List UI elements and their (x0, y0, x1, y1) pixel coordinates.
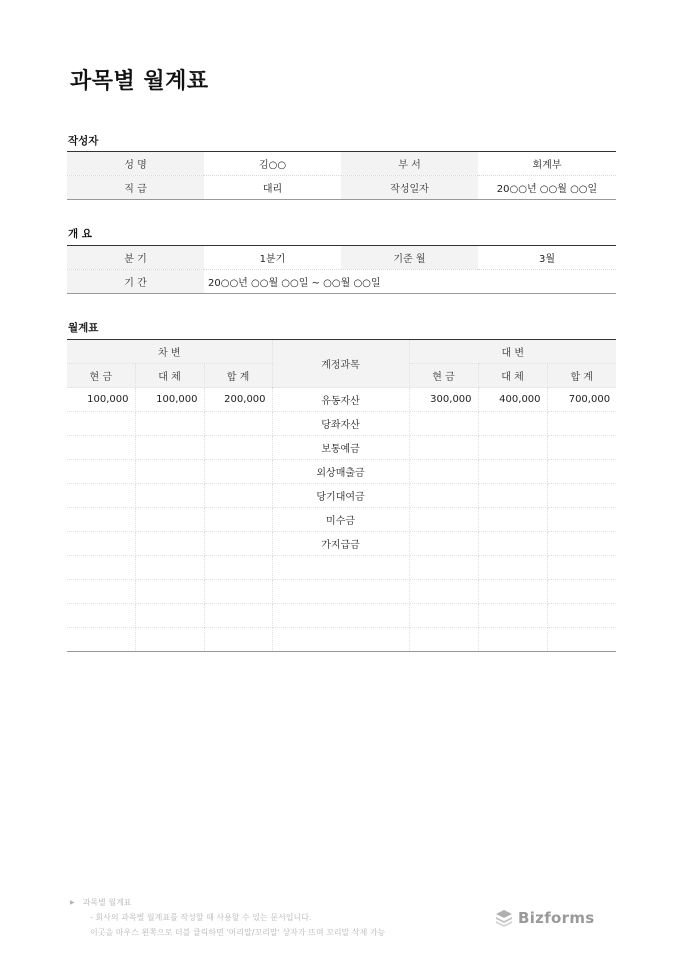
table-row (67, 388, 616, 412)
debit-cash-cell[interactable] (67, 580, 135, 604)
credit-total-cell[interactable] (547, 604, 616, 628)
base-month-label: 기준 월 (341, 246, 478, 270)
credit-transfer-cell[interactable] (478, 484, 547, 508)
ledger-section-label: 월계표 (68, 322, 99, 334)
account-cell[interactable] (272, 628, 409, 652)
quarter-value[interactable]: 1분기 (204, 246, 341, 270)
credit-transfer-cell[interactable] (478, 508, 547, 532)
brand-name: Bizforms (518, 909, 595, 927)
rank-value[interactable]: 대리 (204, 176, 341, 200)
debit-transfer-cell[interactable] (135, 604, 204, 628)
credit-cash-cell[interactable] (409, 484, 478, 508)
account-cell[interactable] (272, 580, 409, 604)
brand-logo (495, 909, 595, 927)
debit-cash-cell[interactable] (67, 484, 135, 508)
debit-total-cell[interactable] (204, 580, 272, 604)
author-row-name (67, 152, 616, 176)
credit-header: 대 변 (409, 340, 616, 364)
credit-total-cell[interactable] (547, 460, 616, 484)
credit-total-cell[interactable] (547, 556, 616, 580)
credit-cash-cell[interactable] (409, 628, 478, 652)
account-header: 계정과목 (272, 340, 409, 388)
debit-cash-header: 현 금 (67, 364, 135, 388)
footer-notes (70, 895, 385, 940)
author-section-label: 작성자 (68, 135, 99, 147)
department-label: 부 서 (341, 152, 478, 176)
credit-cash-cell[interactable] (409, 604, 478, 628)
debit-transfer-cell[interactable] (135, 412, 204, 436)
account-cell[interactable]: 당좌자산 (272, 412, 409, 436)
credit-total-cell[interactable] (547, 532, 616, 556)
table-row (67, 556, 616, 580)
name-value[interactable]: 김○○ (204, 152, 341, 176)
credit-total-cell[interactable] (547, 484, 616, 508)
author-row-rank (67, 176, 616, 200)
table-row (67, 604, 616, 628)
footer-heading: 과목별 월계표 (82, 898, 132, 907)
credit-total-cell[interactable] (547, 580, 616, 604)
date-value[interactable]: 20○○년 ○○월 ○○일 (478, 176, 616, 200)
period-value[interactable]: 20○○년 ○○월 ○○일 ~ ○○월 ○○일 (204, 270, 616, 294)
credit-transfer-cell[interactable] (478, 556, 547, 580)
overview-section-label: 개 요 (68, 228, 92, 240)
document-title: 과목별 월계표 (70, 69, 209, 94)
table-row (67, 508, 616, 532)
footer-line-1: - 회사의 과목별 월계표를 작성할 때 사용할 수 있는 문서입니다. (90, 913, 312, 922)
account-cell[interactable] (272, 556, 409, 580)
credit-transfer-cell[interactable] (478, 460, 547, 484)
account-cell[interactable] (272, 604, 409, 628)
debit-transfer-cell[interactable] (135, 460, 204, 484)
credit-total-cell[interactable] (547, 412, 616, 436)
account-cell[interactable]: 외상매출금 (272, 460, 409, 484)
account-cell[interactable]: 당기대여금 (272, 484, 409, 508)
account-cell[interactable]: 유동자산 (272, 388, 409, 412)
credit-cash-cell[interactable] (409, 580, 478, 604)
debit-transfer-header: 대 체 (135, 364, 204, 388)
debit-total-cell[interactable] (204, 604, 272, 628)
quarter-label: 분 기 (67, 246, 204, 270)
credit-transfer-cell[interactable] (478, 628, 547, 652)
table-row (67, 628, 616, 652)
debit-total-cell[interactable] (204, 412, 272, 436)
triangle-bullet-icon: ▶ (70, 899, 75, 906)
debit-cash-cell[interactable] (67, 460, 135, 484)
department-value[interactable]: 회계부 (478, 152, 616, 176)
credit-transfer-cell[interactable] (478, 412, 547, 436)
credit-total-cell[interactable] (547, 628, 616, 652)
debit-header: 차 변 (67, 340, 272, 364)
credit-transfer-cell[interactable] (478, 436, 547, 460)
overview-row-quarter (67, 246, 616, 270)
debit-total-cell[interactable] (204, 484, 272, 508)
credit-total-cell[interactable] (547, 436, 616, 460)
credit-transfer-cell[interactable]: 400,000 (478, 388, 547, 412)
credit-total-cell[interactable] (547, 508, 616, 532)
credit-cash-cell[interactable] (409, 412, 478, 436)
debit-transfer-cell[interactable] (135, 580, 204, 604)
debit-total-cell[interactable] (204, 508, 272, 532)
debit-total-cell[interactable]: 200,000 (204, 388, 272, 412)
credit-transfer-cell[interactable] (478, 604, 547, 628)
table-row (67, 484, 616, 508)
table-row (67, 412, 616, 436)
credit-transfer-cell[interactable] (478, 580, 547, 604)
debit-total-cell[interactable] (204, 532, 272, 556)
debit-transfer-cell[interactable]: 100,000 (135, 388, 204, 412)
debit-transfer-cell[interactable] (135, 436, 204, 460)
account-cell[interactable]: 보통예금 (272, 436, 409, 460)
debit-cash-cell[interactable] (67, 436, 135, 460)
table-row (67, 436, 616, 460)
debit-transfer-cell[interactable] (135, 556, 204, 580)
ledger-table (67, 339, 616, 652)
period-label: 기 간 (67, 270, 204, 294)
debit-transfer-cell[interactable] (135, 484, 204, 508)
credit-total-cell[interactable]: 700,000 (547, 388, 616, 412)
overview-table (67, 245, 616, 294)
account-cell[interactable]: 가지급금 (272, 532, 409, 556)
debit-cash-cell[interactable] (67, 508, 135, 532)
table-row (67, 580, 616, 604)
credit-cash-header: 현 금 (409, 364, 478, 388)
debit-cash-cell[interactable] (67, 412, 135, 436)
date-label: 작성일자 (341, 176, 478, 200)
ledger-header-row-1 (67, 340, 616, 364)
debit-cash-cell[interactable] (67, 556, 135, 580)
table-row (67, 460, 616, 484)
debit-total-cell[interactable] (204, 556, 272, 580)
debit-total-cell[interactable] (204, 628, 272, 652)
account-cell[interactable]: 미수금 (272, 508, 409, 532)
debit-total-cell[interactable] (204, 460, 272, 484)
credit-cash-cell[interactable] (409, 508, 478, 532)
name-label: 성 명 (67, 152, 204, 176)
debit-cash-cell[interactable] (67, 604, 135, 628)
base-month-value[interactable]: 3월 (478, 246, 616, 270)
credit-cash-cell[interactable] (409, 460, 478, 484)
author-table (67, 151, 616, 200)
bizforms-logo-icon (495, 909, 513, 927)
debit-transfer-cell[interactable] (135, 532, 204, 556)
table-row (67, 532, 616, 556)
credit-transfer-cell[interactable] (478, 532, 547, 556)
credit-cash-cell[interactable]: 300,000 (409, 388, 478, 412)
debit-transfer-cell[interactable] (135, 508, 204, 532)
rank-label: 직 급 (67, 176, 204, 200)
credit-cash-cell[interactable] (409, 556, 478, 580)
debit-transfer-cell[interactable] (135, 628, 204, 652)
debit-total-header: 합 계 (204, 364, 272, 388)
debit-cash-cell[interactable] (67, 628, 135, 652)
credit-total-header: 합 계 (547, 364, 616, 388)
overview-row-period (67, 270, 616, 294)
debit-total-cell[interactable] (204, 436, 272, 460)
footer-line-2: 이곳을 마우스 왼쪽으로 더블 클릭하면 '머리말/꼬리말' 상자가 뜨며 꼬리말 삭제 가능 (90, 928, 386, 937)
credit-transfer-header: 대 체 (478, 364, 547, 388)
credit-cash-cell[interactable] (409, 436, 478, 460)
credit-cash-cell[interactable] (409, 532, 478, 556)
debit-cash-cell[interactable]: 100,000 (67, 388, 135, 412)
debit-cash-cell[interactable] (67, 532, 135, 556)
